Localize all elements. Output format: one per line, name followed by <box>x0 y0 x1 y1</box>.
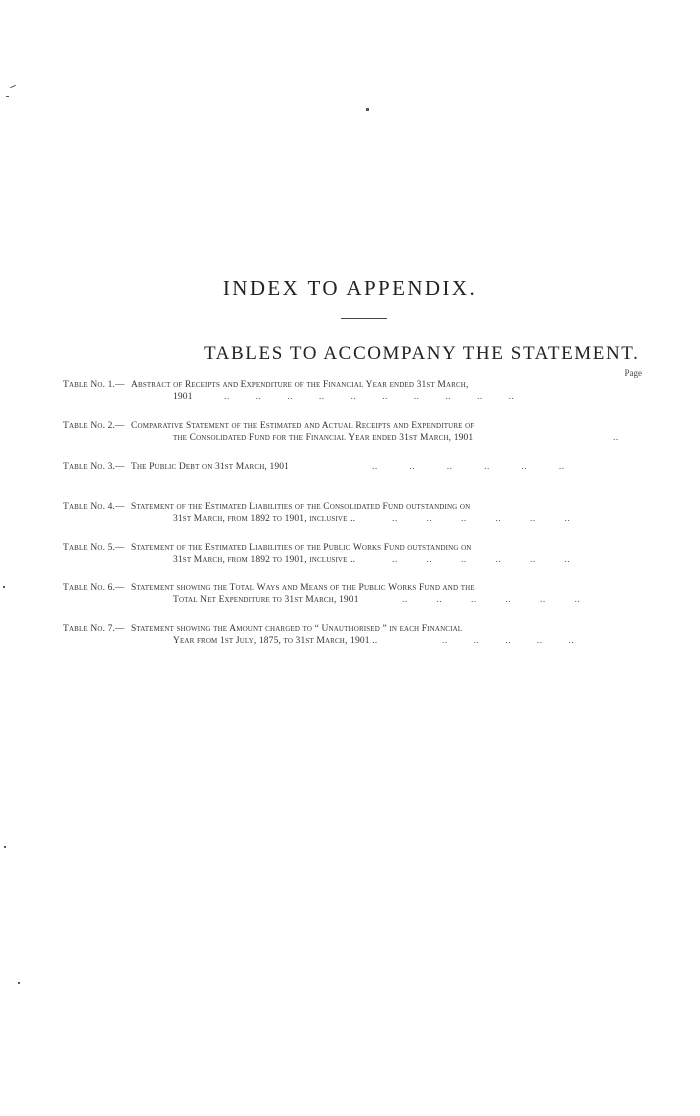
dot-leader: .. .. .. .. .. .. <box>392 555 571 565</box>
dot-leader: .. .. .. .. .. .. <box>402 595 581 605</box>
entry-label: Table No. 2.— <box>63 421 125 431</box>
entry-label: Table No. 3.— <box>63 462 125 472</box>
entry-title-line2: Year from 1st July, 1875, to 31st March, 1901 .. <box>173 636 378 646</box>
entry-label: Table No. 4.— <box>63 502 125 512</box>
section-heading: TABLES TO ACCOMPANY THE STATEMENT. <box>204 343 640 364</box>
title-divider <box>341 318 387 319</box>
entry-title-line2: the Consolidated Fund for the Financial Year ended 31st March, 1901 <box>173 433 474 443</box>
entry-title-line2: 31st March, from 1892 to 1901, inclusive .. <box>173 514 356 524</box>
page-column-heading: Page <box>624 368 642 378</box>
entry-title-line1: The Public Debt on 31st March, 1901 <box>131 462 290 472</box>
entry-title-line1: Statement of the Estimated Liabilities of the Consolidated Fund outstanding on <box>131 502 471 512</box>
entry-label: Table No. 5.— <box>63 543 125 553</box>
entry-label: Table No. 7.— <box>63 624 125 634</box>
dot-leader: .. .. .. .. .. .. <box>392 514 571 524</box>
entry-title-line1: Statement showing the Amount charged to “ Unauthorised ” in each Financial <box>131 624 463 634</box>
scan-speck <box>10 85 16 88</box>
entry-title-line2: 1901 <box>173 392 193 402</box>
scan-speck <box>6 96 9 97</box>
dot-leader: .. .. .. .. .. .. <box>372 462 565 472</box>
entry-title-line2: 31st March, from 1892 to 1901, inclusive .. <box>173 555 356 565</box>
scan-speck <box>18 982 20 984</box>
entry-title-line1: Comparative Statement of the Estimated and Actual Receipts and Expenditure of <box>131 421 475 431</box>
entry-label: Table No. 1.— <box>63 380 125 390</box>
scan-speck <box>366 108 369 111</box>
entry-title-line1: Statement of the Estimated Liabilities of the Public Works Fund outstanding on <box>131 543 472 553</box>
scan-speck <box>3 586 5 588</box>
scan-speck <box>4 846 6 848</box>
dot-leader: .. .. .. .. .. <box>442 636 575 646</box>
entry-title-line1: Abstract of Receipts and Expenditure of the Financial Year ended 31st March, <box>131 380 469 390</box>
dot-leader: .. <box>613 433 619 443</box>
entry-title-line2: Total Net Expenditure to 31st March, 1901 <box>173 595 359 605</box>
page-title: INDEX TO APPENDIX. <box>222 276 478 300</box>
dot-leader: .. .. .. .. .. .. .. .. .. .. <box>224 392 515 402</box>
entry-title-line1: Statement showing the Total Ways and Means of the Public Works Fund and the <box>131 583 475 593</box>
entry-label: Table No. 6.— <box>63 583 125 593</box>
